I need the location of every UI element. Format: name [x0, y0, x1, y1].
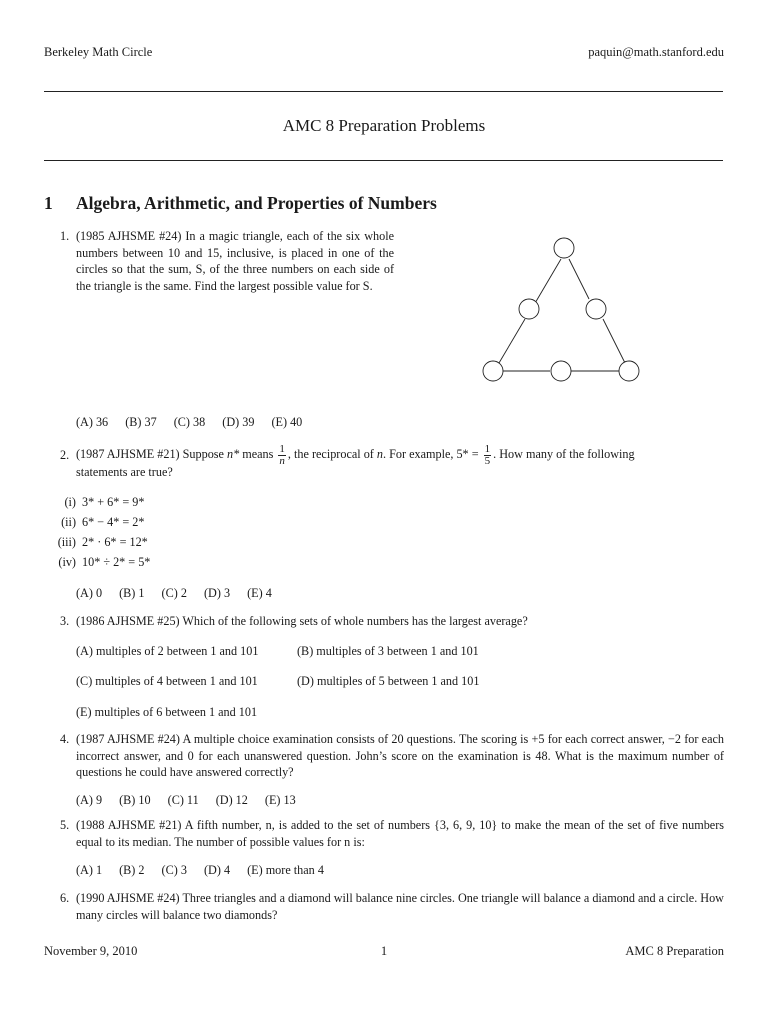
- statement-expr: 6* − 4* = 2*: [82, 515, 145, 529]
- statement-label: (iii): [57, 535, 76, 549]
- section-number: 1: [44, 193, 53, 213]
- choice: (D) 4: [203, 863, 231, 877]
- fraction-numerator: 1: [484, 442, 491, 455]
- statement-expr: 3* + 6* = 9*: [82, 495, 145, 509]
- triangle-circle-top: [554, 238, 574, 258]
- choice: (A) 0: [76, 586, 103, 600]
- problem-5-choices: [76, 863, 338, 878]
- statement-iv: [48, 555, 150, 570]
- choice: (E) more than 4: [247, 863, 324, 877]
- problem-text: (1990 AJHSME #24) Three triangles and a diamond will balance nine circles. One triangle will balance a diamond and a circle. How many circles will balance two diamonds?: [76, 891, 724, 922]
- statement-label: (i): [64, 495, 76, 509]
- statement-expr: 10* ÷ 2* = 5*: [82, 555, 151, 569]
- fraction-denominator: n: [279, 454, 285, 467]
- choice: (B) 10: [119, 793, 151, 807]
- statement-label: (iv): [58, 555, 76, 569]
- choice: (A) 36: [76, 415, 109, 429]
- text-segment: . For example, 5* =: [383, 447, 482, 461]
- statement-expr: 2* · 6* = 12*: [82, 535, 148, 549]
- text-segment: , the reciprocal of: [287, 447, 377, 461]
- triangle-edge: [569, 259, 589, 299]
- magic-triangle-figure: [470, 230, 650, 390]
- header-right: paquin@math.stanford.edu: [588, 45, 724, 59]
- triangle-edge: [603, 319, 625, 363]
- choice: (A) 9: [76, 793, 103, 807]
- problem-number: 3.: [60, 614, 70, 628]
- text-segment: means: [239, 447, 277, 461]
- statement-ii: [48, 515, 145, 530]
- page-title: AMC 8 Preparation Problems: [282, 116, 486, 135]
- choice: (B) 37: [125, 415, 157, 429]
- choice: (C) 11: [167, 793, 199, 807]
- section-title: Algebra, Arithmetic, and Properties of Numbers: [76, 193, 437, 213]
- n-star: n*: [227, 447, 240, 461]
- triangle-circle-right-mid: [586, 299, 606, 319]
- footer-page-number: 1: [380, 944, 388, 958]
- choice: (D) 39: [222, 415, 255, 429]
- text-segment: . How many of the following: [493, 447, 635, 461]
- n-variable: n: [376, 447, 384, 461]
- option-a: (A) multiples of 2 between 1 and 101: [76, 644, 259, 658]
- triangle-circle-bottom-right: [619, 361, 639, 381]
- choice: (E) 4: [247, 586, 272, 600]
- choice: (B) 1: [119, 586, 145, 600]
- statement-label: (ii): [61, 515, 76, 529]
- problem-number: 5.: [60, 818, 70, 832]
- problem-4-choices: [76, 793, 310, 808]
- option-d: (D) multiples of 5 between 1 and 101: [297, 674, 480, 688]
- triangle-circle-left-mid: [519, 299, 539, 319]
- problem-text-line-2: statements are true?: [76, 465, 173, 479]
- problem-number: 1.: [60, 229, 70, 243]
- top-rule: [44, 91, 723, 92]
- problem-text: (1988 AJHSME #21) A fifth number, n, is added to the set of numbers {3, 6, 9, 10} to make the mean of the set of five numbers equal to its median. The number of possible values for n is:: [76, 818, 724, 849]
- option-e: (E) multiples of 6 between 1 and 101: [76, 705, 258, 719]
- choice: (A) 1: [76, 863, 103, 877]
- problem-number: 6.: [60, 891, 70, 905]
- footer-date: November 9, 2010: [44, 944, 138, 958]
- text-segment: (1987 AJHSME #21) Suppose: [76, 447, 227, 461]
- fraction-denominator: 5: [484, 454, 491, 467]
- choice: (E) 13: [264, 793, 296, 807]
- choice: (C) 38: [173, 415, 206, 429]
- problem-2-choices: [76, 586, 286, 601]
- fraction-numerator: 1: [279, 442, 285, 455]
- problem-text: (1986 AJHSME #25) Which of the following sets of whole numbers has the largest average?: [76, 614, 528, 628]
- problem-text: (1987 AJHSME #24) A multiple choice examination consists of 20 questions. The scoring is +5 for each correct answer, −2 for each incorrect answer, and 0 for each unanswered question. John’s score on the examination is 48. What is the maximum number of questions he could have answered correctly?: [76, 732, 724, 780]
- title-rule: [44, 160, 723, 161]
- choice: (C) 2: [161, 586, 187, 600]
- triangle-circle-bottom-mid: [551, 361, 571, 381]
- statement-iii: [48, 535, 148, 550]
- statement-i: [48, 495, 145, 510]
- triangle-edge: [499, 319, 525, 363]
- option-c: (C) multiples of 4 between 1 and 101: [76, 674, 258, 688]
- choice: (D) 3: [203, 586, 231, 600]
- section-heading: [44, 193, 437, 214]
- footer-title: AMC 8 Preparation: [625, 944, 724, 958]
- header-left: Berkeley Math Circle: [44, 45, 153, 59]
- problem-number: 4.: [60, 732, 70, 746]
- triangle-circle-bottom-left: [483, 361, 503, 381]
- choice: (D) 12: [215, 793, 248, 807]
- problem-text: (1985 AJHSME #24) In a magic triangle, each of the six whole numbers between 10 and 15, inclusive, is placed in one of the circles so that the sum, S, of the three numbers on each side of the triangle is the same. Find the largest possible value for S.: [76, 229, 394, 293]
- option-b: (B) multiples of 3 between 1 and 101: [297, 644, 479, 658]
- choice: (E) 40: [271, 415, 303, 429]
- problem-number: 2.: [60, 448, 70, 462]
- problem-1-choices: [76, 415, 316, 430]
- choice: (C) 3: [161, 863, 187, 877]
- choice: (B) 2: [119, 863, 145, 877]
